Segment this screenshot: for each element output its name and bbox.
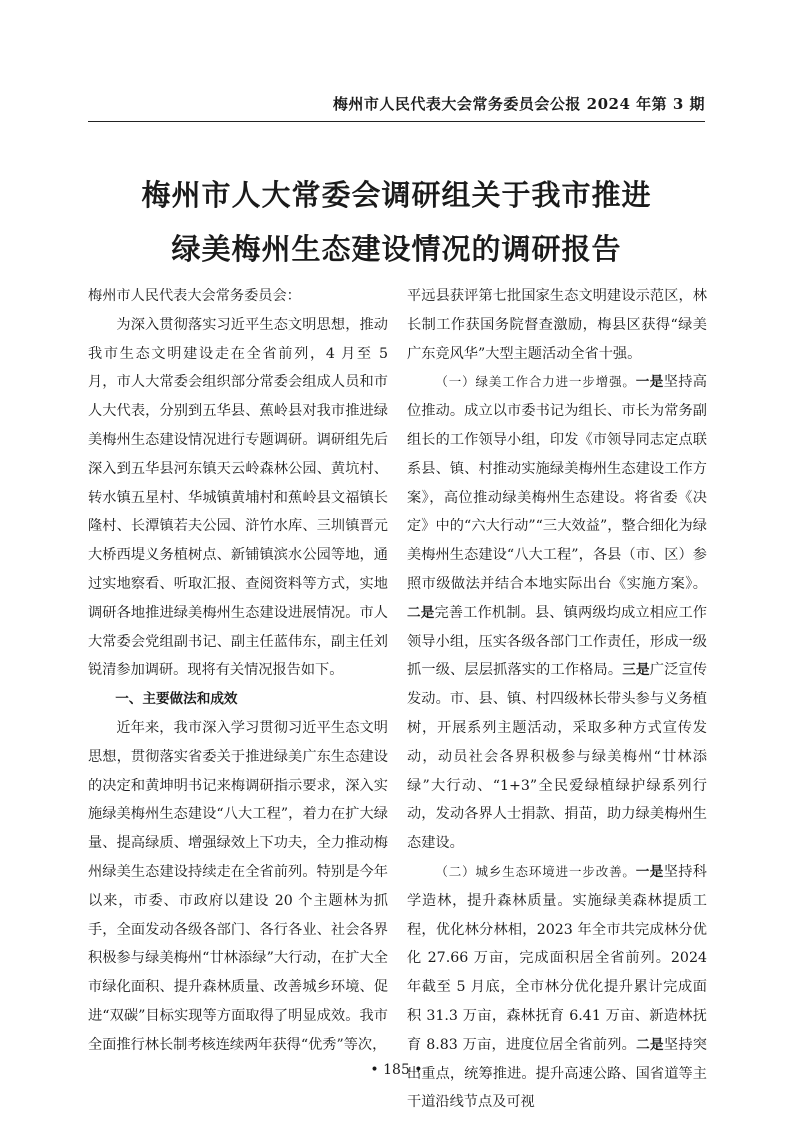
intro-paragraph: 为深入贯彻落实习近平生态文明思想，推动我市生态文明建设走在全省前列，4 月至 5 月，市人大常委会组织部分常委会组成人员和市人大代表，分别到五华县、蕉岭县对我市推进绿美梅州生态建设情况进行专题调研。调研组先后深入到五华县河东镇天云岭森林公园、黄坑村、转水镇五星村、华城镇黄埔村和蕉岭县文福镇长隆村、长潭镇若夫公园、浒竹水库、三圳镇晋元大桥西堤义务植树点、新铺镇滨水公园等地，通过实地察看、听取汇报、查阅资料等方式，实地调研各地推进绿美梅州生态建设进展情况。市人大常委会党组副书记、副主任蓝伟东，副主任刘锐清参加调研。现将有关情况报告如下。 <box>88 316 388 679</box>
subsection-2-paragraph <box>407 858 707 1117</box>
subsection-1-paragraph <box>407 368 707 858</box>
header-rule <box>88 121 705 122</box>
subsection-heading-2: （二）城乡生态环境进一步改善。 <box>435 863 636 879</box>
body-text: 坚持高位推动。成立以市委书记为组长、市长为常务副组长的工作领导小组，印发《市领导同志定点联系县、镇、村推动实施绿美梅州生态建设工作方案》，高位推动绿美梅州生态建设。将省委《决定》中的“六大行动”“三大效益”，整合细化为绿美梅州生态建设“八大工程”，各县（市、区）参照市级做法并结合本地实际出台《实施方案》。 <box>407 374 707 592</box>
title-line-2: 绿美梅州生态建设情况的调研报告 <box>171 232 622 266</box>
section-heading-1: 一、主要做法和成效 <box>115 691 238 708</box>
body-text: 坚持科学造林，提升森林质量。实施绿美森林提质工程，优化林分林相，2023 年全市共完成林分优化 27.66 万亩，完成面积居全省前列。2024 年截至 5 月底，全市林分优化提升累计完成面积 31.3 万亩，森林抚育 6.41 万亩、新造林抚育 8.83 万亩，进度位居全省前列。 <box>407 863 707 1053</box>
continued-paragraph: 平远县获评第七批国家生态文明建设示范区，林长制工作获国务院督查激励，梅县区获得“绿美广东竞风华”大型主题活动全省十强。 <box>407 288 707 362</box>
report-title <box>88 168 705 276</box>
enum-marker: 二是 <box>636 1036 664 1053</box>
body-text: 坚持突出重点，统筹推进。提升高速公路、国省道等主干道沿线节点及可视 <box>407 1036 707 1111</box>
enum-marker: 二是 <box>407 604 435 621</box>
enum-marker: 一是 <box>635 374 664 391</box>
body-text: 完善工作机制。县、镇两级均成立相应工作领导小组，压实各级各部门工作责任，形成一级抓一级、层层抓落实的工作格局。 <box>407 604 707 679</box>
enum-marker: 三是 <box>622 662 650 679</box>
salutation: 梅州市人民代表大会常务委员会： <box>88 288 301 304</box>
body-text: 广泛宣传发动。市、县、镇、村四级林长带头参与义务植树，开展系列主题活动，采取多种方式宣传发动，动员社会各界积极参与绿美梅州“廿林添绿”大行动、“1+3”全民爱绿植绿护绿系列行动，发动各界人士捐款、捐苗，助力绿美梅州生态建设。 <box>407 662 707 852</box>
running-head: 梅州市人民代表大会常务委员会公报 2024 年第 3 期 <box>332 95 705 113</box>
title-line-1: 梅州市人大常委会调研组关于我市推进 <box>141 178 652 212</box>
enum-marker: 一是 <box>635 863 664 880</box>
page-number: • 185 • <box>370 1062 423 1078</box>
subsection-heading-1: （一）绿美工作合力进一步增强。 <box>435 374 636 390</box>
left-column <box>88 282 388 1060</box>
right-column <box>407 282 707 1117</box>
body-paragraph: 近年来，我市深入学习贯彻习近平生态文明思想，贯彻落实省委关于推进绿美广东生态建设的决定和黄坤明书记来梅调研指示要求，深入实施绿美梅州生态建设“八大工程”，着力在扩大绿量、提高绿质、增强绿效上下功夫，全力推动梅州绿美生态建设持续走在全省前列。特别是今年以来，市委、市政府以建设 20 个主题林为抓手，全面发动各级各部门、各行各业、社会各界积极参与绿美梅州“廿林添绿”大行动，在扩大全市绿化面积、提升森林质量、改善城乡环境、促进“双碳”目标实现等方面取得了明显成效。我市全面推行林长制考核连续两年获得“优秀”等次， <box>88 719 388 1053</box>
